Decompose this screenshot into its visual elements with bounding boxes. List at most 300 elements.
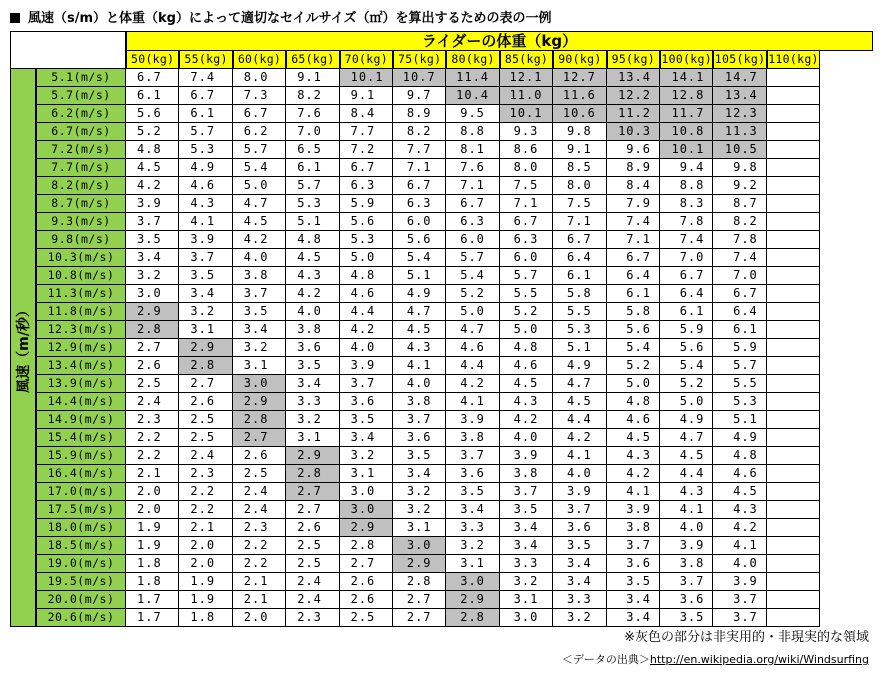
sail-size-cell: 2.8	[446, 609, 499, 627]
weight-column-header: 60(kg)	[233, 51, 286, 69]
sail-size-cell: 3.5	[660, 609, 713, 627]
sail-size-cell	[767, 267, 820, 285]
sail-size-cell: 3.0	[446, 573, 499, 591]
sail-size-cell: 3.1	[393, 519, 446, 537]
sail-size-cell: 2.2	[126, 429, 179, 447]
sail-size-cell: 3.8	[500, 465, 553, 483]
sail-size-cell: 3.9	[500, 447, 553, 465]
sail-size-cell: 8.1	[446, 141, 499, 159]
sail-size-cell: 3.6	[607, 555, 660, 573]
sail-size-cell: 4.5	[286, 249, 339, 267]
sail-size-cell: 7.6	[446, 159, 499, 177]
sail-size-cell: 2.5	[126, 375, 179, 393]
wind-speed-label: 6.2(m/s)	[36, 105, 126, 123]
sail-size-cell: 3.9	[126, 195, 179, 213]
wind-speed-label: 10.3(m/s)	[36, 249, 126, 267]
sail-size-cell: 4.5	[553, 393, 606, 411]
sail-size-cell: 3.4	[607, 591, 660, 609]
weight-column-header: 110(kg)	[767, 51, 820, 69]
sail-size-cell: 5.8	[607, 303, 660, 321]
sail-size-cell: 2.8	[393, 573, 446, 591]
sail-size-cell: 9.4	[660, 159, 713, 177]
sail-size-cell: 2.4	[233, 483, 286, 501]
sail-size-cell: 4.0	[393, 375, 446, 393]
wind-speed-label: 19.0(m/s)	[36, 555, 126, 573]
sail-size-cell: 7.6	[286, 105, 339, 123]
wind-speed-label: 9.8(m/s)	[36, 231, 126, 249]
sail-size-cell: 4.0	[553, 465, 606, 483]
sail-size-cell	[767, 285, 820, 303]
sail-size-cell: 2.5	[179, 429, 232, 447]
sail-size-cell: 4.2	[553, 429, 606, 447]
sail-size-cell: 4.8	[340, 267, 393, 285]
sail-size-cell: 9.7	[393, 87, 446, 105]
sail-size-cell: 2.2	[233, 555, 286, 573]
sail-size-cell: 3.2	[393, 483, 446, 501]
sail-size-cell	[767, 609, 820, 627]
sail-size-cell	[767, 393, 820, 411]
sail-size-cell	[767, 591, 820, 609]
wind-speed-label: 13.4(m/s)	[36, 357, 126, 375]
sail-size-cell: 8.0	[233, 69, 286, 87]
sail-size-cell: 4.1	[446, 393, 499, 411]
sail-size-cell: 11.6	[553, 87, 606, 105]
sail-size-cell: 3.2	[500, 573, 553, 591]
sail-size-cell: 7.1	[500, 195, 553, 213]
sail-size-cell: 2.0	[233, 609, 286, 627]
sail-size-cell: 3.2	[233, 339, 286, 357]
sail-size-cell: 4.9	[179, 159, 232, 177]
sail-size-cell	[767, 177, 820, 195]
sail-size-cell: 6.7	[607, 249, 660, 267]
sail-size-cell: 10.1	[660, 141, 713, 159]
sail-size-cell: 7.8	[713, 231, 766, 249]
page-title	[10, 9, 552, 29]
sail-size-cell: 7.4	[713, 249, 766, 267]
sail-size-cell: 3.2	[286, 411, 339, 429]
sail-size-cell: 3.5	[286, 357, 339, 375]
sail-size-cell: 3.0	[393, 537, 446, 555]
sail-size-cell: 2.5	[340, 609, 393, 627]
sail-size-cell: 9.2	[713, 177, 766, 195]
sail-size-cell: 4.5	[126, 159, 179, 177]
sail-size-cell: 7.7	[393, 141, 446, 159]
sail-size-cell: 4.1	[607, 483, 660, 501]
wind-speed-label: 12.9(m/s)	[36, 339, 126, 357]
sail-size-cell: 2.1	[233, 573, 286, 591]
sail-size-cell: 2.4	[126, 393, 179, 411]
weight-column-header: 105(kg)	[713, 51, 766, 69]
sail-size-cell: 6.3	[446, 213, 499, 231]
sail-size-cell: 3.9	[179, 231, 232, 249]
sail-size-cell: 4.6	[340, 285, 393, 303]
sail-size-cell: 8.5	[553, 159, 606, 177]
sail-size-cell: 4.1	[713, 537, 766, 555]
sail-size-cell: 4.0	[286, 303, 339, 321]
sail-size-cell: 1.8	[126, 573, 179, 591]
sail-size-cell: 3.7	[233, 285, 286, 303]
sail-size-cell: 4.6	[446, 339, 499, 357]
sail-size-cell	[767, 303, 820, 321]
sail-size-cell: 3.6	[553, 519, 606, 537]
sail-size-cell: 7.7	[340, 123, 393, 141]
weight-column-header: 85(kg)	[500, 51, 553, 69]
sail-size-cell: 12.1	[500, 69, 553, 87]
sail-size-cell: 3.4	[500, 519, 553, 537]
sail-size-cell: 6.7	[446, 195, 499, 213]
sail-size-cell: 7.0	[660, 249, 713, 267]
sail-size-cell: 5.0	[500, 321, 553, 339]
sail-size-cell: 5.2	[446, 285, 499, 303]
sail-size-cell: 3.8	[446, 429, 499, 447]
sail-size-cell: 6.1	[553, 267, 606, 285]
wind-speed-label: 19.5(m/s)	[36, 573, 126, 591]
wind-speed-label: 18.5(m/s)	[36, 537, 126, 555]
sail-size-cell: 8.7	[713, 195, 766, 213]
sail-size-cell: 3.3	[446, 519, 499, 537]
sail-size-cell: 4.0	[340, 339, 393, 357]
sail-size-cell	[767, 465, 820, 483]
sail-size-cell: 10.8	[660, 123, 713, 141]
page-title-text: 風速（s/m）と体重（kg）によって適切なセイルサイズ（㎡）を算出するための表の一例	[28, 11, 552, 26]
sail-size-cell: 2.2	[233, 537, 286, 555]
sail-size-cell: 4.9	[660, 411, 713, 429]
sail-size-cell: 3.4	[179, 285, 232, 303]
sail-size-cell: 3.3	[286, 393, 339, 411]
table-corner	[10, 31, 126, 69]
sail-size-cell: 5.0	[340, 249, 393, 267]
sail-size-cell: 2.5	[286, 537, 339, 555]
sail-size-cell: 7.1	[393, 159, 446, 177]
sail-size-cell: 2.4	[286, 591, 339, 609]
sail-size-cell: 3.5	[553, 537, 606, 555]
weight-column-header: 95(kg)	[607, 51, 660, 69]
sail-size-cell: 8.9	[607, 159, 660, 177]
sail-size-cell: 4.1	[553, 447, 606, 465]
sail-size-cell: 6.1	[607, 285, 660, 303]
sail-size-cell: 3.6	[340, 393, 393, 411]
wind-speed-label: 15.9(m/s)	[36, 447, 126, 465]
wind-speed-label: 6.7(m/s)	[36, 123, 126, 141]
sail-size-cell: 3.3	[500, 555, 553, 573]
sail-size-cell: 6.4	[713, 303, 766, 321]
sail-size-cell: 2.0	[179, 555, 232, 573]
sail-size-cell: 5.8	[553, 285, 606, 303]
sail-size-cell: 7.5	[553, 195, 606, 213]
wind-speed-label: 17.0(m/s)	[36, 483, 126, 501]
sail-size-cell: 10.4	[446, 87, 499, 105]
sail-size-cell: 2.7	[233, 429, 286, 447]
weight-header: ライダーの体重（kg）	[126, 31, 873, 51]
sail-size-cell: 2.8	[179, 357, 232, 375]
sail-size-cell	[767, 105, 820, 123]
sail-size-cell: 10.3	[607, 123, 660, 141]
sail-size-cell: 3.4	[607, 609, 660, 627]
sail-size-cell: 6.7	[713, 285, 766, 303]
sail-size-cell: 5.5	[500, 285, 553, 303]
sail-size-cell: 4.5	[713, 483, 766, 501]
sail-size-cell: 4.6	[500, 357, 553, 375]
sail-size-cell: 3.2	[126, 267, 179, 285]
wind-speed-label: 5.1(m/s)	[36, 69, 126, 87]
wind-speed-label: 12.3(m/s)	[36, 321, 126, 339]
sail-size-cell: 6.7	[179, 87, 232, 105]
wind-speed-label: 13.9(m/s)	[36, 375, 126, 393]
sail-size-cell: 5.0	[446, 303, 499, 321]
weight-column-header: 80(kg)	[446, 51, 499, 69]
sail-size-cell: 7.1	[553, 213, 606, 231]
sail-size-cell: 3.9	[607, 501, 660, 519]
sail-size-cell: 4.3	[286, 267, 339, 285]
sail-size-cell: 2.6	[286, 519, 339, 537]
sail-size-cell: 2.9	[393, 555, 446, 573]
sail-size-cell: 2.7	[393, 609, 446, 627]
sail-size-cell: 2.3	[126, 411, 179, 429]
sail-size-cell: 11.7	[660, 105, 713, 123]
sail-size-cell: 4.1	[393, 357, 446, 375]
sail-size-cell	[767, 447, 820, 465]
sail-size-cell: 2.6	[126, 357, 179, 375]
sail-size-cell	[767, 123, 820, 141]
sail-size-cell: 6.1	[660, 303, 713, 321]
sail-size-cell: 3.5	[179, 267, 232, 285]
sail-size-cell: 7.4	[607, 213, 660, 231]
sail-size-cell: 9.1	[340, 87, 393, 105]
wind-speed-label: 7.2(m/s)	[36, 141, 126, 159]
sail-size-cell	[767, 483, 820, 501]
sail-size-cell: 5.5	[553, 303, 606, 321]
sail-size-cell: 9.8	[713, 159, 766, 177]
sail-size-cell: 3.9	[553, 483, 606, 501]
sail-size-cell	[767, 87, 820, 105]
sail-size-cell: 5.9	[660, 321, 713, 339]
sail-size-cell: 3.5	[393, 447, 446, 465]
sail-size-cell: 7.8	[660, 213, 713, 231]
sail-size-cell: 2.1	[179, 519, 232, 537]
sail-size-cell: 5.3	[286, 195, 339, 213]
sail-size-cell: 3.6	[660, 591, 713, 609]
sail-size-cell: 8.0	[500, 159, 553, 177]
sail-size-cell: 13.4	[607, 69, 660, 87]
sail-size-cell: 4.9	[713, 429, 766, 447]
sail-size-cell: 5.7	[713, 357, 766, 375]
sail-size-cell: 3.5	[446, 483, 499, 501]
sail-size-cell: 3.0	[500, 609, 553, 627]
sail-size-cell: 3.5	[126, 231, 179, 249]
sail-size-cell: 3.1	[179, 321, 232, 339]
sail-size-cell: 2.3	[179, 465, 232, 483]
sail-size-cell: 4.0	[500, 429, 553, 447]
sail-size-cell: 4.5	[660, 447, 713, 465]
sail-size-cell: 4.7	[553, 375, 606, 393]
sail-size-cell: 3.2	[393, 501, 446, 519]
sail-size-cell: 5.0	[607, 375, 660, 393]
sail-size-cell: 6.7	[660, 267, 713, 285]
sail-size-cell: 4.4	[660, 465, 713, 483]
weight-column-header: 55(kg)	[179, 51, 232, 69]
wind-speed-label: 8.7(m/s)	[36, 195, 126, 213]
weight-column-header: 65(kg)	[286, 51, 339, 69]
sail-size-cell: 3.9	[446, 411, 499, 429]
sail-size-cell: 5.7	[500, 267, 553, 285]
sail-size-cell: 5.9	[713, 339, 766, 357]
sail-size-cell: 2.7	[286, 501, 339, 519]
sail-size-cell: 12.3	[713, 105, 766, 123]
sail-size-cell: 8.8	[446, 123, 499, 141]
sail-size-cell: 5.3	[340, 231, 393, 249]
weight-column-header: 50(kg)	[126, 51, 179, 69]
sail-size-cell: 3.7	[179, 249, 232, 267]
sail-size-cell: 3.4	[446, 501, 499, 519]
sail-size-cell: 2.7	[393, 591, 446, 609]
sail-size-cell: 3.7	[553, 501, 606, 519]
wind-speed-label: 16.4(m/s)	[36, 465, 126, 483]
sail-size-cell: 4.3	[607, 447, 660, 465]
sail-size-cell: 6.7	[340, 159, 393, 177]
sail-size-cell	[767, 411, 820, 429]
sail-size-cell: 2.8	[340, 537, 393, 555]
sail-size-cell: 2.9	[286, 447, 339, 465]
sail-size-cell: 4.9	[393, 285, 446, 303]
sail-size-cell	[767, 195, 820, 213]
wind-speed-label: 11.3(m/s)	[36, 285, 126, 303]
sail-size-cell	[767, 231, 820, 249]
sail-size-cell: 10.1	[340, 69, 393, 87]
sail-size-cell	[767, 249, 820, 267]
sail-size-cell: 5.5	[713, 375, 766, 393]
sail-size-cell: 2.0	[179, 537, 232, 555]
sail-size-cell: 12.7	[553, 69, 606, 87]
sail-size-cell: 4.3	[179, 195, 232, 213]
sail-size-cell: 2.8	[126, 321, 179, 339]
sail-size-cell: 4.4	[553, 411, 606, 429]
sail-size-cell: 2.3	[286, 609, 339, 627]
sail-size-cell: 3.7	[126, 213, 179, 231]
weight-column-header: 75(kg)	[393, 51, 446, 69]
sail-size-cell: 3.4	[233, 321, 286, 339]
sail-size-cell: 5.4	[446, 267, 499, 285]
sail-size-cell: 3.1	[340, 465, 393, 483]
sail-size-cell: 2.5	[286, 555, 339, 573]
sail-size-cell: 3.8	[607, 519, 660, 537]
sail-size-cell: 14.7	[713, 69, 766, 87]
sail-size-cell: 3.7	[607, 537, 660, 555]
sail-size-cell: 4.7	[233, 195, 286, 213]
sail-size-cell: 5.2	[660, 375, 713, 393]
sail-size-cell: 3.4	[553, 555, 606, 573]
sail-size-cell: 3.4	[393, 465, 446, 483]
sail-size-cell: 7.4	[179, 69, 232, 87]
sail-size-cell: 5.6	[660, 339, 713, 357]
sail-size-cell: 6.0	[500, 249, 553, 267]
sail-size-cell: 2.7	[340, 555, 393, 573]
sail-size-cell: 3.7	[713, 591, 766, 609]
speed-header-label: 風速（m/秒）	[16, 302, 32, 393]
sail-size-cell: 4.8	[607, 393, 660, 411]
sail-size-cell: 5.9	[340, 195, 393, 213]
sail-size-cell: 6.1	[126, 87, 179, 105]
sail-size-cell: 11.2	[607, 105, 660, 123]
sail-size-cell: 4.8	[286, 231, 339, 249]
sail-size-cell	[767, 537, 820, 555]
sail-size-cell: 3.1	[286, 429, 339, 447]
sail-size-cell: 4.5	[393, 321, 446, 339]
sail-size-cell: 4.2	[286, 285, 339, 303]
sail-size-cell: 5.0	[233, 177, 286, 195]
sail-size-cell: 6.2	[233, 123, 286, 141]
sail-size-cell: 8.6	[500, 141, 553, 159]
wind-speed-label: 14.4(m/s)	[36, 393, 126, 411]
sail-size-cell: 6.3	[393, 195, 446, 213]
sail-size-cell: 10.6	[553, 105, 606, 123]
sail-size-cell: 4.1	[179, 213, 232, 231]
wind-speed-label: 11.8(m/s)	[36, 303, 126, 321]
sail-size-cell: 4.5	[607, 429, 660, 447]
sail-size-cell: 6.0	[393, 213, 446, 231]
sail-size-cell: 7.3	[233, 87, 286, 105]
sail-size-cell: 4.6	[607, 411, 660, 429]
sail-size-cell: 4.0	[233, 249, 286, 267]
source-link[interactable]: http://en.wikipedia.org/wiki/Windsurfing	[649, 653, 869, 666]
sail-size-cell: 4.6	[713, 465, 766, 483]
sail-size-cell: 3.0	[340, 483, 393, 501]
sail-size-cell: 2.9	[179, 339, 232, 357]
sail-size-cell	[767, 519, 820, 537]
sail-size-cell: 2.8	[233, 411, 286, 429]
wind-speed-label: 14.9(m/s)	[36, 411, 126, 429]
sail-size-cell: 5.2	[607, 357, 660, 375]
sail-size-cell: 3.7	[446, 447, 499, 465]
sail-size-cell: 3.6	[286, 339, 339, 357]
sail-size-cell: 2.2	[179, 483, 232, 501]
sail-size-cell: 10.1	[500, 105, 553, 123]
sail-size-cell: 2.1	[126, 465, 179, 483]
wind-speed-label: 9.3(m/s)	[36, 213, 126, 231]
sail-size-cell: 3.7	[660, 573, 713, 591]
sail-size-cell	[767, 141, 820, 159]
sail-size-cell: 10.7	[393, 69, 446, 87]
sail-size-cell: 5.3	[179, 141, 232, 159]
sail-size-cell	[767, 321, 820, 339]
sail-size-cell: 2.6	[340, 573, 393, 591]
sail-size-cell: 4.8	[713, 447, 766, 465]
sail-size-cell: 2.9	[446, 591, 499, 609]
sail-size-cell: 6.7	[393, 177, 446, 195]
sail-size-cell: 6.7	[233, 105, 286, 123]
sail-size-cell: 9.6	[607, 141, 660, 159]
sail-size-cell: 5.6	[393, 231, 446, 249]
sail-size-cell	[767, 339, 820, 357]
sail-size-cell: 2.2	[179, 501, 232, 519]
sail-size-cell: 2.1	[233, 591, 286, 609]
sail-size-cell: 5.1	[286, 213, 339, 231]
sail-size-cell: 1.9	[126, 519, 179, 537]
sail-size-cell: 3.0	[340, 501, 393, 519]
sail-size-cell: 5.4	[233, 159, 286, 177]
sail-size-table	[10, 31, 873, 627]
sail-size-cell: 3.4	[500, 537, 553, 555]
speed-header	[10, 69, 36, 627]
sail-size-cell: 7.5	[500, 177, 553, 195]
sail-size-cell: 5.6	[126, 105, 179, 123]
sail-size-cell: 6.5	[286, 141, 339, 159]
sail-size-cell: 2.9	[126, 303, 179, 321]
sail-size-cell: 8.4	[607, 177, 660, 195]
sail-size-cell	[767, 213, 820, 231]
sail-size-cell: 1.7	[126, 609, 179, 627]
sail-size-cell: 4.2	[607, 465, 660, 483]
sail-size-cell	[767, 69, 820, 87]
